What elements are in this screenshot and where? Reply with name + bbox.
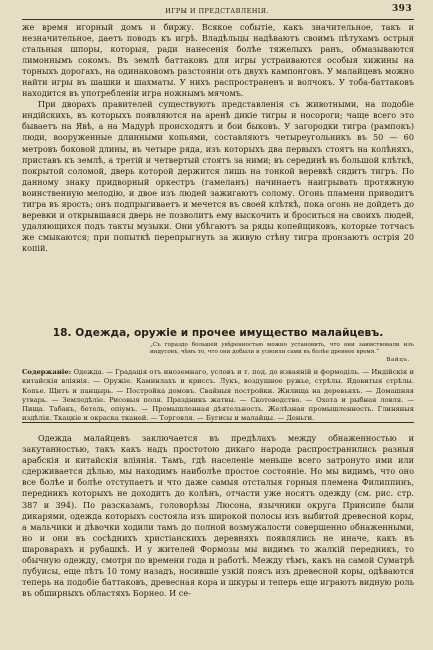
paragraph-games: же время игорный домъ и биржу. Всякое событіе, какъ значительное, такъ и незначительное, даетъ поводъ къ игрѣ. Владѣльцы надѣваютъ своимъ пѣтухамъ острыя стальныя шпоры, которыя, ради нанесенія болѣе тяжелыхъ ранъ, обмазываются лимоннымъ сокомъ. Въ землѣ баттаковъ для игры устраиваются особыя хижины на торныхъ дорогахъ, на одинаковомъ разстояніи отъ двухъ кампонговъ. У малайцевъ можно найти игры въ шашки и шахматы. У нихъ распространенъ и волчокъ. У тоба-баттаковъ находится въ употребленіи игра ножнымъ мячомъ. [22, 22, 414, 99]
section-heading: 18. Одежда, оружіе и прочее имущество малайцевъ. [52, 327, 384, 339]
page-number: 393 [392, 4, 412, 14]
header-rule [22, 19, 414, 20]
section-contents [22, 368, 414, 424]
running-head [22, 4, 412, 18]
running-title: ИГРЫ И ПРЕДСТАВЛЕНІЯ. [165, 7, 269, 15]
contents-label: Содержаніе: [22, 368, 72, 376]
contents-rule [22, 422, 414, 423]
contents-text: Одежда. — Градація отъ иноземнаго, условъ и т. под. до изваяній и формоділь. — Индійскія и китайскія вліянія. — Оружіе. Каминлахъ и криссъ. Лукъ, воздушное ружье, стрѣлы. Ядовитыя стрѣлы. Копье. Щитъ и панцырь. — Постройка домовъ. Свайныя постройки. Жилища на деревьяхъ. — Домашняя утварь. — Земледѣліе. Рисовыя поля. Праздникъ жатвы. — Скотоводство. — Охота и рыбная ловля. — Пища. Табакъ, бетель, опіумъ. — Промышленная дѣятельность. Желѣзная промышленность. Глиняныя издѣлія. Ткацкіе и окраска тканей. — Торговля. — Бугисы и малайцы. — Деньги. [22, 368, 414, 423]
epigraph-author: Вайцъ. [386, 356, 410, 363]
paragraph-animal-shows: При дворахъ правителей существуютъ представленія съ животными, на подобіе индійскихъ, въ которыхъ появляются на аренѣ дикіе тигры и носороги; чаще всего это бываетъ на Явѣ, а на Мадурѣ происходятъ и бои быковъ. У загородки тигра (рампокъ) люди, вооруженные длинными копьями, составляютъ четыреугольникъ въ 50 — 60 метровъ боковой длины, въ четыре ряда, изъ которыхъ два первыхъ стоятъ на колѣняхъ, приставъ къ землѣ, а третій и четвертый стоятъ за ними; въ серединѣ въ большой клѣткѣ, покрытой соломой, дверь которой держится лишь на тонкой веревкѣ сидитъ тигръ. По данному знаку придворный оркестръ (гамеланъ) начинаетъ наигрывать протяжную воинственную мелодію, и двое изъ людей зажигаютъ солому. Огонь пламени приводитъ тигра въ ярость; онъ подпрыгиваетъ и мечется въ своей клѣткѣ, пока огонь не дойдетъ до веревки и открывшаяся дверь не позволитъ ему выскочить и броситься на своихъ людей, удаляющихся подъ такты музыки. Они убѣгаютъ за ряды копейщиковъ, которые тотчасъ же смыкаются; при попыткѣ перепрыгнуть за живую стѣну тигра пронзаютъ острія 20 копій. [22, 99, 414, 253]
body-text-top [22, 22, 414, 254]
paragraph-clothing: Одежда малайцевъ заключается въ предѣлахъ между обнаженностью и закутанностью, такъ какъ надъ простотою дикаго народа распространились разныя арабскія и китайскія вліянія. Тамъ, гдѣ населеніе меньше всего затронуто ими или сдерживается дѣлью, мы находимъ наиболѣе простое состояніе. Но мы видимъ, что оно все болѣе и болѣе отступаетъ и что даже самыя отсталыя горныя племена Филиппинъ, передникъ которыхъ не доходитъ до колѣнъ, отчасти уже носятъ одежду (см. рис. стр. 387 и 394). По разсказамъ, головорѣзы Люсона, язычники округа Принсипе были дикарями, одежда которыхъ состояла изъ широкой полосы изъ выбитой древесной коры, а мальчики и дѣвочки ходили тамъ до полной возмужалости совершенно обнаженными, но и они въ сосѣднихъ христіанскихъ деревняхъ появлялись не иначе, какъ въ шароварахъ и рубашкѣ. И у жителей Формозы мы видимъ то жалкій передникъ, то обычную одежду, смотря по времени года и работѣ. Между тѣмъ, какъ на самой Суматрѣ лубуисы, еще лѣтъ 10 тому назадъ, носившіе узкій поясъ изъ древесной коры, одѣваются теперь на подобіе баттаковъ, древесная кора и шкуры и теперь еще играютъ видную роль въ обширныхъ областяхъ Борнео. И се- [22, 433, 414, 599]
epigraph [150, 342, 414, 364]
epigraph-quote: „Съ гораздо большей увѣренностью можно установить, что они заимствовали изъ индусовъ, чѣмъ то, что они добыли и усвоили сами въ болѣе древнее время.“ [150, 342, 414, 356]
